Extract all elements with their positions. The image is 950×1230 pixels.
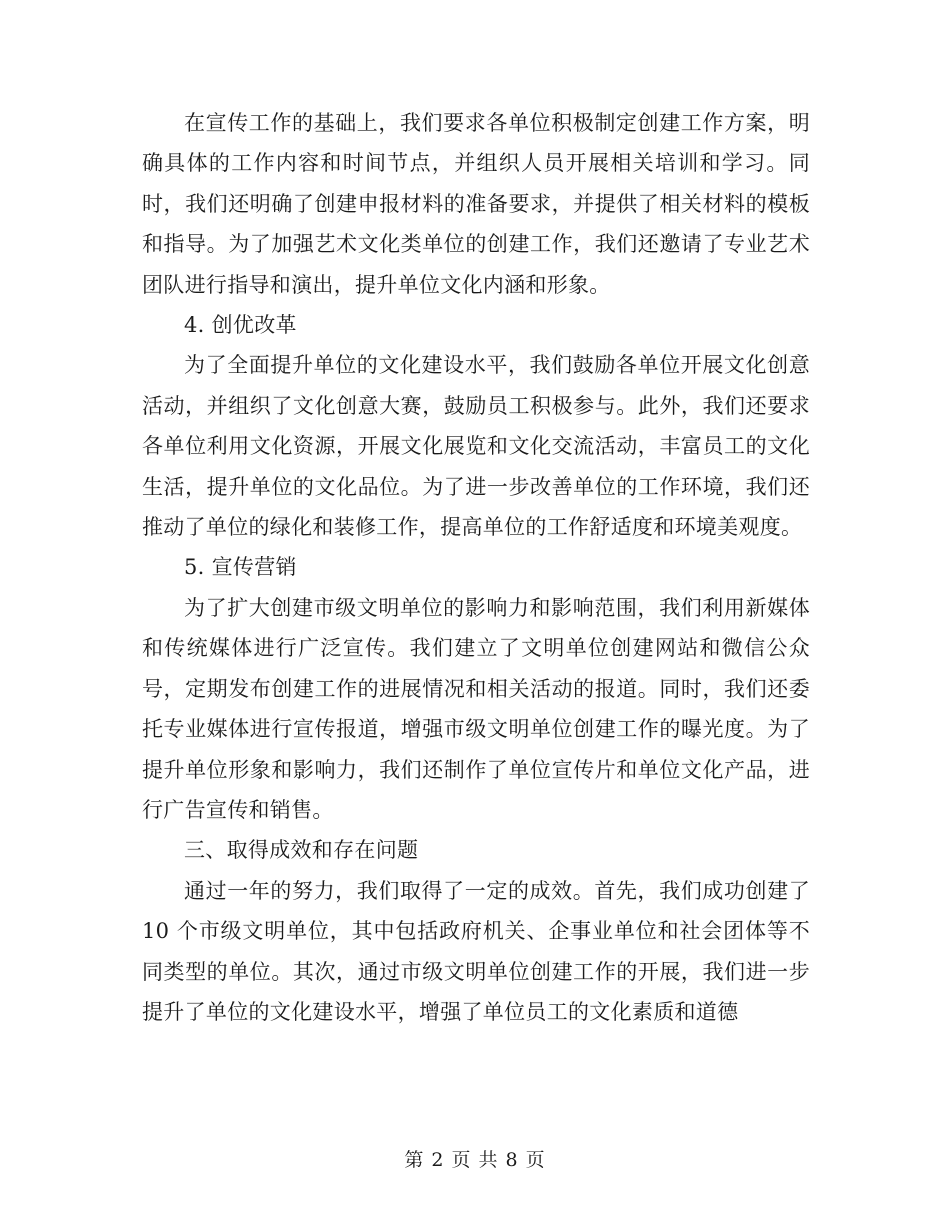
heading-innovation-reform: 4. 创优改革 <box>184 313 297 338</box>
paragraph-publicity-marketing: 为了扩大创建市级文明单位的影响力和影响范围，我们利用新媒体和传统媒体进行广泛宣传。我们建立了文明单位创建网站和微信公众号，定期发布创建工作的进展情况和相关活动的报道。同时，我们还委托专业媒体进行宣传报道，增强市级文明单位创建工作的曝光度。为了提升单位形象和影响力，我们还制作了单位宣传片和单位文化产品，进行广告宣传和销售。 <box>142 595 810 822</box>
page-number-footer: 第 2 页 共 8 页 <box>404 1149 546 1171</box>
paragraph-results: 通过一年的努力，我们取得了一定的成效。首先，我们成功创建了 10 个市级文明单位，其中包括政府机关、企事业单位和社会团体等不同类型的单位。其次，通过市级文明单位创建工作的开展，我们进一步提升了单位的文化建设水平，增强了单位员工的文化素质和道德 <box>142 878 810 1024</box>
document-body <box>142 103 810 1032</box>
heading-publicity-marketing: 5. 宣传营销 <box>184 555 297 580</box>
paragraph-preparation: 在宣传工作的基础上，我们要求各单位积极制定创建工作方案，明确具体的工作内容和时间节点，并组织人员开展相关培训和学习。同时，我们还明确了创建申报材料的准备要求，并提供了相关材料的模板和指导。为了加强艺术文化类单位的创建工作，我们还邀请了专业艺术团队进行指导和演出，提升单位文化内涵和形象。 <box>142 111 810 297</box>
heading-results-and-issues: 三、取得成效和存在问题 <box>184 838 419 863</box>
paragraph-innovation-reform: 为了全面提升单位的文化建设水平，我们鼓励各单位开展文化创意活动，并组织了文化创意大赛，鼓励员工积极参与。此外，我们还要求各单位利用文化资源，开展文化展览和文化交流活动，丰富员工的文化生活，提升单位的文化品位。为了进一步改善单位的工作环境，我们还推动了单位的绿化和装修工作，提高单位的工作舒适度和环境美观度。 <box>142 353 810 540</box>
